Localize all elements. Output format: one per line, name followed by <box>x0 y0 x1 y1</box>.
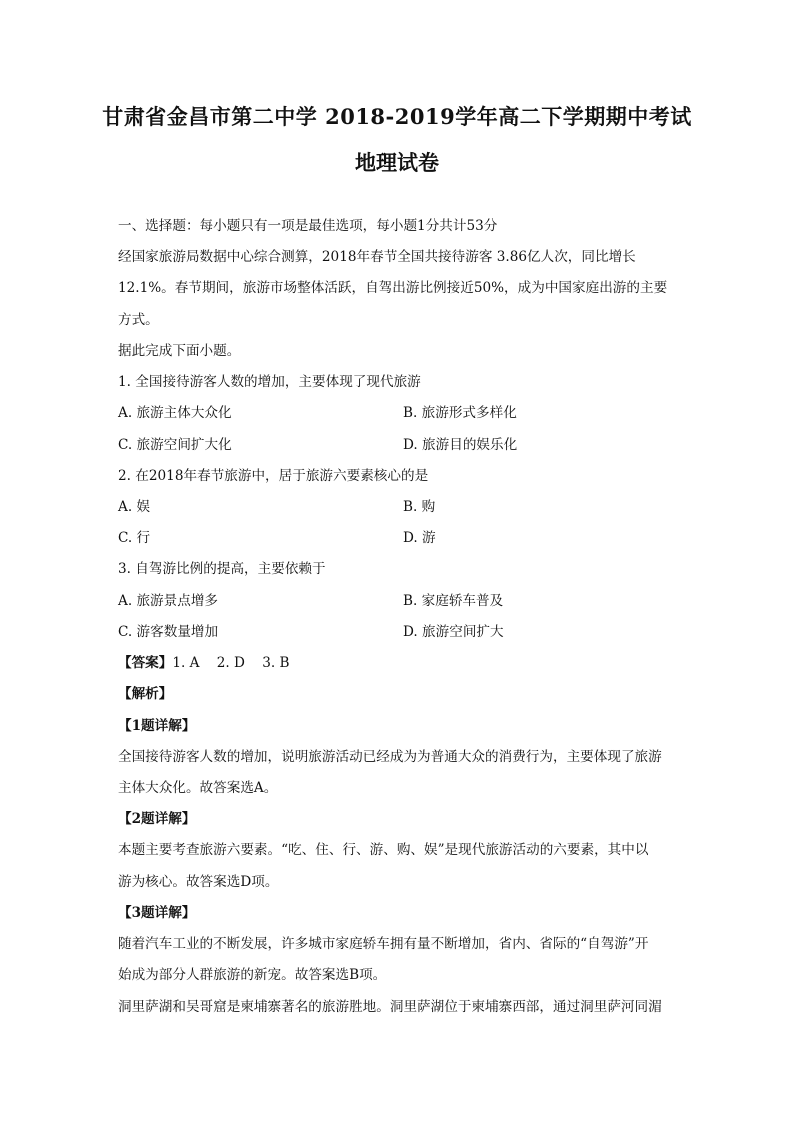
answer-text: 1. A 2. D 3. B <box>172 655 290 671</box>
analysis-label: 【解析】 <box>118 686 173 702</box>
question-stem: 2. 在2018年春节旅游中，居于旅游六要素核心的是 <box>118 468 429 484</box>
option-a: A. 旅游景点增多 <box>118 593 219 609</box>
option-c: C. 旅游空间扩大化 <box>118 437 232 453</box>
section-heading: 一、选择题：每小题只有一项是最佳选项，每小题1分共计53分 <box>118 218 498 234</box>
option-b: B. 家庭轿车普及 <box>403 593 504 609</box>
detail-line: 主体大众化。故答案选A。 <box>118 780 278 796</box>
answer-label: 【答案】 <box>118 655 173 671</box>
option-b: B. 旅游形式多样化 <box>403 405 517 421</box>
option-row <box>118 528 688 548</box>
option-row <box>118 622 688 642</box>
option-c: C. 游客数量增加 <box>118 624 219 640</box>
instruction: 据此完成下面小题。 <box>118 343 241 359</box>
option-row <box>118 591 688 611</box>
detail-line: 随着汽车工业的不断发展，许多城市家庭轿车拥有量不断增加，省内、省际的“自驾游”开 <box>118 936 649 952</box>
question-stem: 1. 全国接待游客人数的增加，主要体现了现代旅游 <box>118 374 421 390</box>
option-row <box>118 497 688 517</box>
detail-line: 游为核心。故答案选D项。 <box>118 874 279 890</box>
answer-row <box>118 653 688 673</box>
detail-line: 始成为部分人群旅游的新宠。故答案选B项。 <box>118 967 387 983</box>
detail-label: 【1题详解】 <box>118 718 196 734</box>
option-c: C. 行 <box>118 530 151 546</box>
option-b: B. 购 <box>403 499 436 515</box>
detail-label: 【2题详解】 <box>118 811 196 827</box>
passage-line: 12.1%。春节期间，旅游市场整体活跃，自驾出游比例接近50%，成为中国家庭出游的主要 <box>118 280 668 296</box>
detail-line: 本题主要考查旅游六要素。“吃、住、行、游、购、娱”是现代旅游活动的六要素，其中以 <box>118 842 649 858</box>
option-d: D. 游 <box>403 530 436 546</box>
option-d: D. 旅游空间扩大 <box>403 624 504 640</box>
question-stem: 3. 自驾游比例的提高，主要依赖于 <box>118 561 326 577</box>
passage-line: 经国家旅游局数据中心综合测算，2018年春节全国共接待游客 3.86亿人次，同比增长 <box>118 249 636 265</box>
passage-line: 方式。 <box>118 312 159 328</box>
option-row <box>118 435 688 455</box>
option-a: A. 娱 <box>118 499 151 515</box>
detail-label: 【3题详解】 <box>118 905 196 921</box>
option-row <box>118 403 688 423</box>
exam-subtitle: 地理试卷 <box>355 150 439 175</box>
option-d: D. 旅游目的娱乐化 <box>403 437 518 453</box>
option-a: A. 旅游主体大众化 <box>118 405 232 421</box>
detail-line: 全国接待游客人数的增加，说明旅游活动已经成为为普通大众的消费行为，主要体现了旅游 <box>118 749 662 765</box>
passage-line: 洞里萨湖和吴哥窟是柬埔寨著名的旅游胜地。洞里萨湖位于柬埔寨西部，通过洞里萨河同湄 <box>118 999 662 1015</box>
exam-title: 甘肃省金昌市第二中学 2018-2019学年高二下学期期中考试 <box>102 104 692 129</box>
